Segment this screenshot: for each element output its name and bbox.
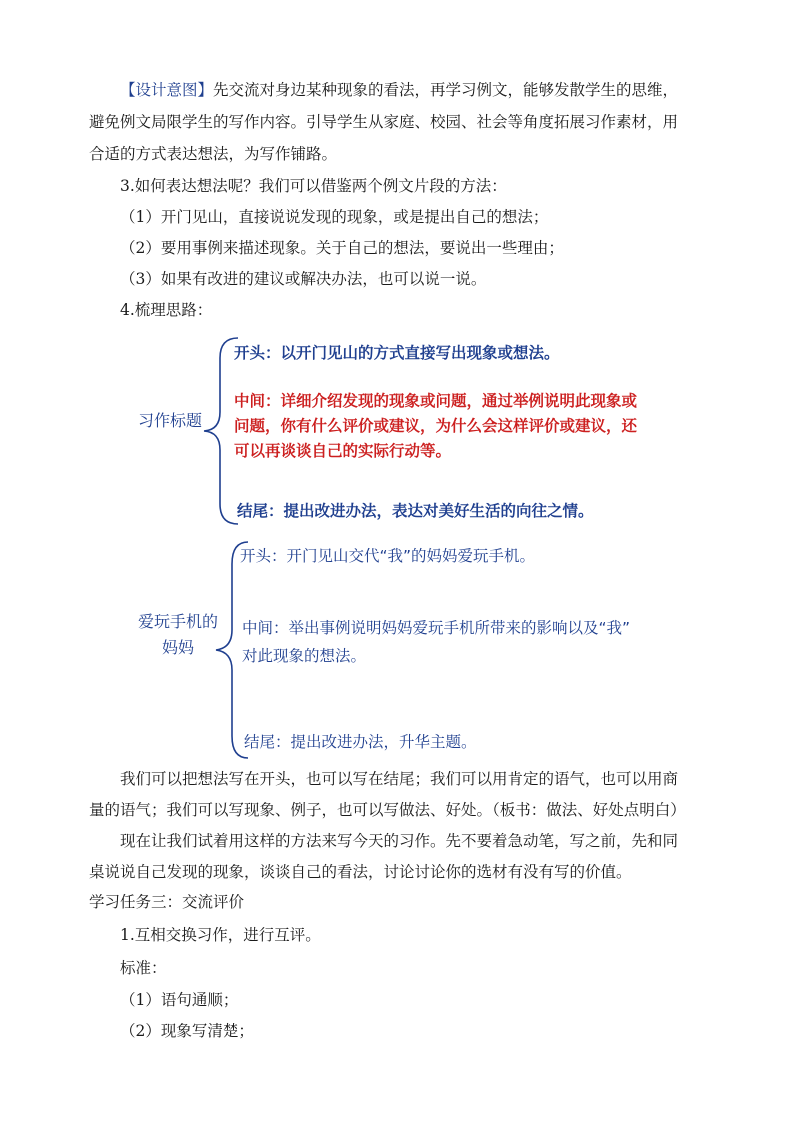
- diagram2-begin: 开头：开门见山交代“我”的妈妈爱玩手机。: [240, 547, 536, 565]
- summary-line-2: 量的语气；我们可以写现象、例子，也可以写做法、好处。（板书：做法、好处点明白）: [89, 801, 686, 819]
- intent-line-3: 合适的方式表达想法，为写作铺路。: [89, 145, 338, 163]
- diagram1-end: 结尾：提出改进办法，表达对美好生活的向往之情。: [237, 502, 594, 520]
- step3-title: 3.如何表达想法呢？我们可以借鉴两个例文片段的方法：: [120, 177, 507, 195]
- task3-step1: 1.互相交换习作，进行互评。: [120, 926, 321, 944]
- intent-line-2: 避免例文局限学生的写作内容。引导学生从家庭、校园、社会等角度拓展习作素材，用: [89, 113, 679, 131]
- intent-tag: 【设计意图】: [120, 81, 214, 99]
- diagram2-middle-1: 中间：举出事例说明妈妈爱玩手机所带来的影响以及“我”: [242, 619, 631, 637]
- step3-item-2: （2）要用事例来描述现象。关于自己的想法，要说出一些理由；: [120, 239, 564, 257]
- diagram1-topic: 习作标题: [137, 411, 202, 430]
- task3-standard: 标准：: [120, 959, 167, 977]
- task3-title: 学习任务三：交流评价: [89, 893, 245, 911]
- diagram2-topic-line-1: 爱玩手机的: [137, 612, 218, 631]
- step3-item-3: （3）如果有改进的建议或解决办法，也可以说一说。: [120, 270, 487, 288]
- step4-title: 4.梳理思路：: [120, 301, 213, 319]
- diagram2-end: 结尾：提出改进办法，升华主题。: [244, 733, 477, 751]
- intent-line-1-text: 先交流对身边某种现象的看法，再学习例文，能够发散学生的思维，: [213, 81, 679, 99]
- diagram1-middle-3: 可以再谈谈自己的实际行动等。: [234, 442, 452, 460]
- try-line-2: 桌说说自己发现的现象，谈谈自己的看法，讨论讨论你的选材有没有写的价值。: [89, 863, 632, 881]
- try-line-1: 现在让我们试着用这样的方法来写今天的习作。先不要着急动笔，写之前，先和同: [120, 832, 679, 850]
- summary-line-1: 我们可以把想法写在开头，也可以写在结尾；我们可以用肯定的语气，也可以用商: [120, 770, 679, 788]
- intent-line-1: [120, 80, 760, 100]
- task3-item-1: （1）语句通顺；: [120, 991, 239, 1009]
- task3-item-2: （2）现象写清楚；: [120, 1022, 254, 1040]
- diagram1-middle-1: 中间：详细介绍发现的现象或问题，通过举例说明此现象或: [234, 392, 638, 410]
- diagram2-topic-line-2: 妈妈: [161, 638, 194, 657]
- diagram1-begin: 开头：以开门见山的方式直接写出现象或想法。: [234, 344, 560, 362]
- step3-item-1: （1）开门见山，直接说说发现的现象，或是提出自己的想法；: [120, 208, 549, 226]
- diagram2-middle-2: 对此现象的想法。: [242, 647, 367, 665]
- diagram1-middle-2: 问题，你有什么评价或建议，为什么会这样评价或建议，还: [234, 417, 638, 435]
